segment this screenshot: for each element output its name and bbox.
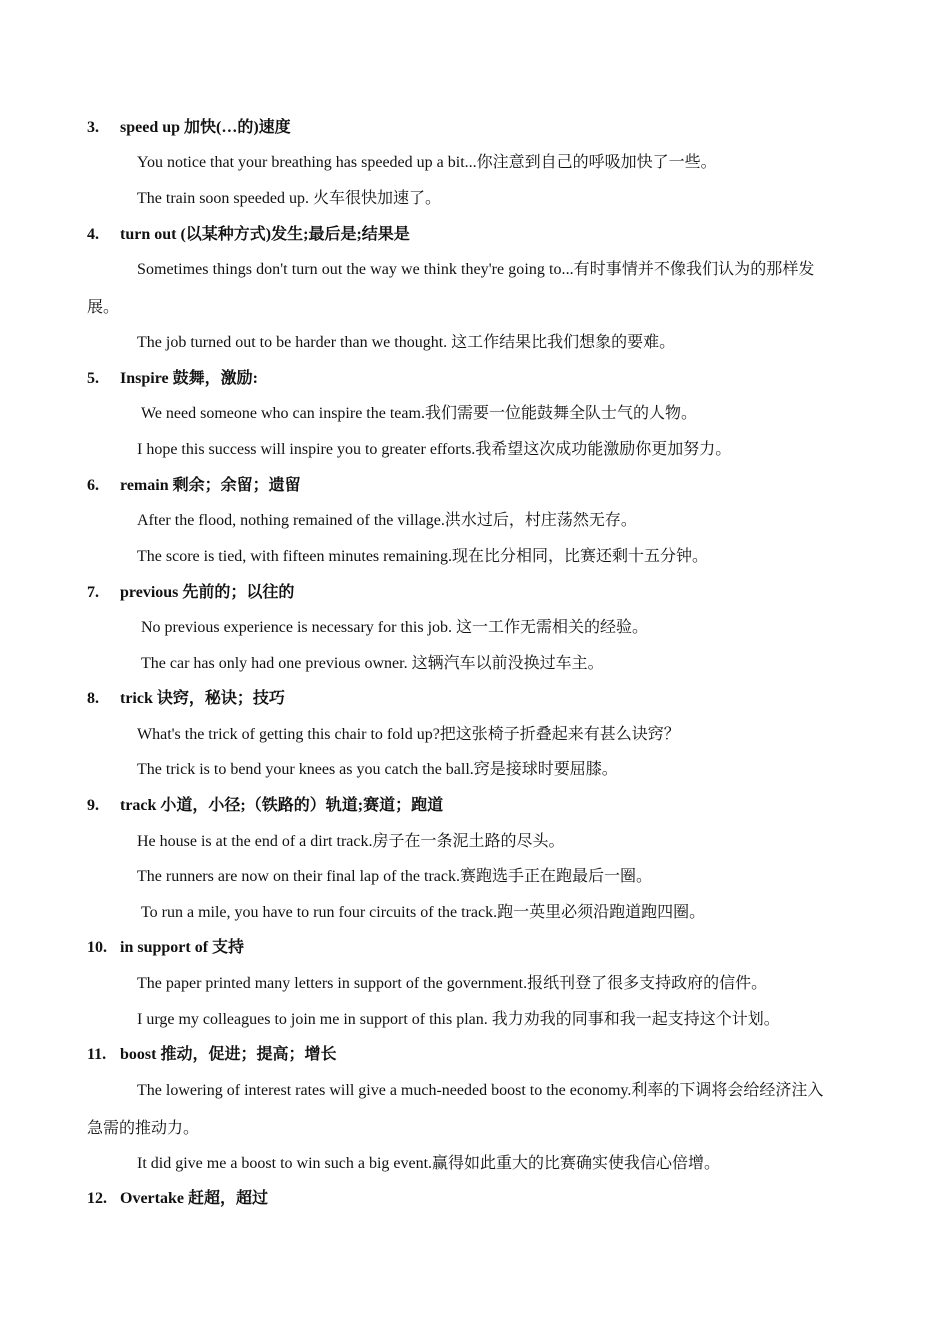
example-sentence: The car has only had one previous owner. 这辆汽车以前没换过车主。 [141, 655, 604, 672]
entry-term: Overtake 赶超，超过 [120, 1190, 268, 1207]
example-sentence-continuation: 急需的推动力。 [87, 1120, 200, 1137]
entry-term: Inspire 鼓舞，激励: [120, 370, 258, 387]
entry-number: 8. [87, 690, 99, 707]
example-sentence: What's the trick of getting this chair to fold up?把这张椅子折叠起来有甚么诀窍？ [137, 726, 680, 743]
entry-term: speed up 加快(…的)速度 [120, 119, 291, 136]
entry-number: 5. [87, 370, 99, 387]
example-sentence: No previous experience is necessary for this job. 这一工作无需相关的经验。 [141, 619, 649, 636]
example-sentence: I urge my colleagues to join me in support of this plan. 我力劝我的同事和我一起支持这个计划。 [137, 1011, 780, 1028]
example-sentence-continuation: 展。 [87, 299, 120, 316]
example-sentence: The job turned out to be harder than we thought. 这工作结果比我们想象的要难。 [137, 334, 676, 351]
example-sentence: The paper printed many letters in support of the government.报纸刊登了很多支持政府的信件。 [137, 975, 768, 992]
entry-number: 6. [87, 477, 99, 494]
example-sentence: We need someone who can inspire the team.我们需要一位能鼓舞全队士气的人物。 [141, 405, 697, 422]
entry-term: turn out (以某种方式)发生;最后是;结果是 [120, 226, 410, 243]
example-sentence: The score is tied, with fifteen minutes remaining.现在比分相同，比赛还剩十五分钟。 [137, 548, 709, 565]
entry-term: track 小道，小径;（铁路的）轨道;赛道；跑道 [120, 797, 444, 814]
example-sentence: I hope this success will inspire you to greater efforts.我希望这次成功能激励你更加努力。 [137, 441, 732, 458]
entry-term: trick 诀窍，秘诀；技巧 [120, 690, 285, 707]
entry-number: 9. [87, 797, 99, 814]
example-sentence: After the flood, nothing remained of the village.洪水过后，村庄荡然无存。 [137, 512, 637, 529]
example-sentence: It did give me a boost to win such a big event.赢得如此重大的比赛确实使我信心倍增。 [137, 1155, 721, 1172]
entry-number: 12. [87, 1190, 107, 1207]
entry-number: 4. [87, 226, 99, 243]
example-sentence: The train soon speeded up. 火车很快加速了。 [137, 190, 441, 207]
entry-number: 11. [87, 1046, 107, 1063]
example-sentence: Sometimes things don't turn out the way we think they're going to...有时事情并不像我们认为的那样发 [137, 261, 815, 278]
example-sentence: To run a mile, you have to run four circuits of the track.跑一英里必须沿跑道跑四圈。 [141, 904, 706, 921]
example-sentence: You notice that your breathing has speeded up a bit...你注意到自己的呼吸加快了一些。 [137, 154, 717, 171]
entry-number: 10. [87, 939, 107, 956]
entry-term: remain 剩余；余留；遗留 [120, 477, 301, 494]
example-sentence: The trick is to bend your knees as you catch the ball.窍是接球时要屈膝。 [137, 761, 618, 778]
entry-number: 7. [87, 584, 99, 601]
example-sentence: The lowering of interest rates will give a much-needed boost to the economy.利率的下调将会给经济注入 [137, 1082, 824, 1099]
entry-term: boost 推动，促进；提高；增长 [120, 1046, 337, 1063]
entry-term: previous 先前的；以往的 [120, 584, 295, 601]
entry-term: in support of 支持 [120, 939, 245, 956]
example-sentence: He house is at the end of a dirt track.房子在一条泥土路的尽头。 [137, 833, 565, 850]
example-sentence: The runners are now on their final lap of the track.赛跑选手正在跑最后一圈。 [137, 868, 652, 885]
entry-number: 3. [87, 119, 99, 136]
